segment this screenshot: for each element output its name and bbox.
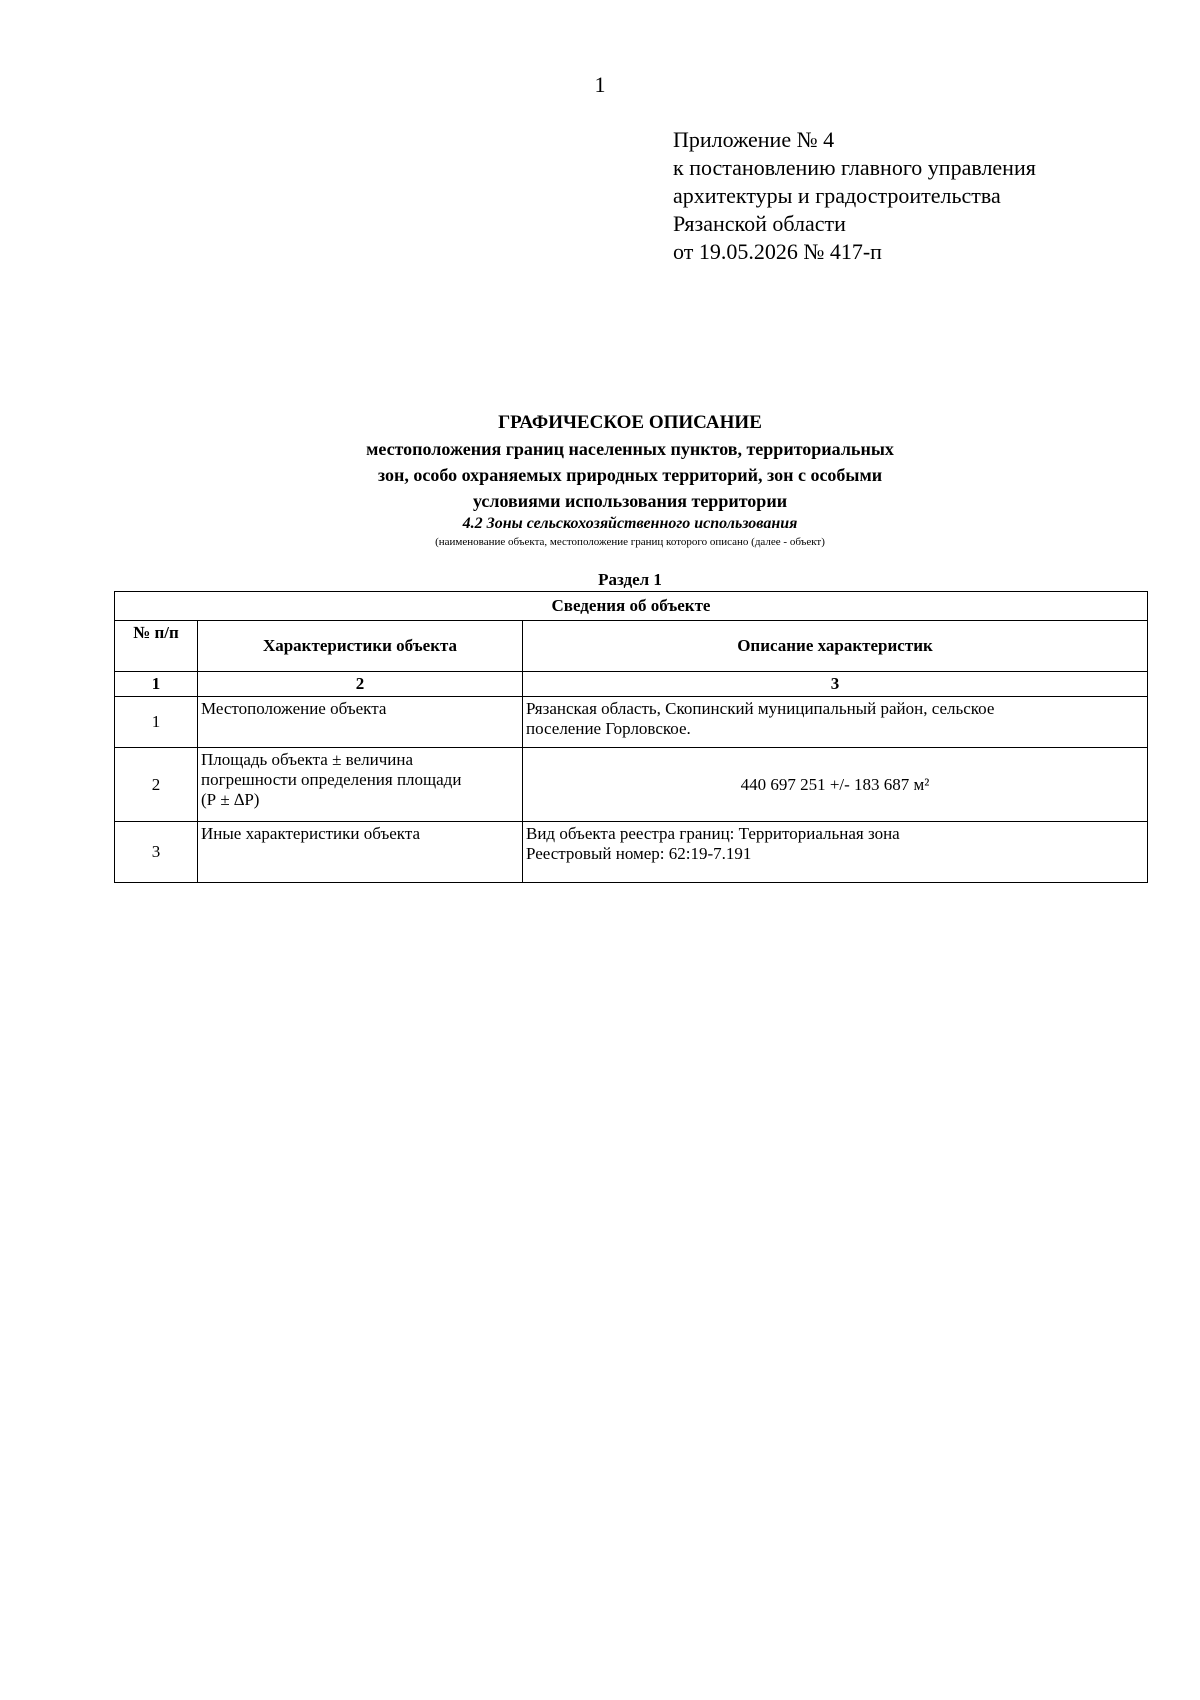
section-label: Раздел 1 [598,570,662,589]
annex-block [673,126,1036,266]
column-index: 2 [198,672,523,697]
table-row [115,748,1148,822]
row-description [523,697,1148,748]
description-text: 440 697 251 +/- 183 687 м² [740,774,930,794]
characteristic-text: Иные характеристики объекта [201,824,421,843]
characteristic-text: (Р ± ∆Р) [201,790,260,809]
document-subtitle-line: условиями использования территории [472,491,788,511]
row-number: 3 [115,822,198,883]
characteristic-text: Площадь объекта ± величина [201,750,414,769]
object-info-table [114,591,1148,883]
annex-line: от 19.05.2026 № 417-п [673,239,882,264]
description-text: Реестровый номер: 62:19-7.191 [526,844,752,863]
description-text: Вид объекта реестра границ: Территориальная зона [526,824,900,843]
row-characteristic [198,822,523,883]
object-name: 4.2 Зоны сельскохозяйственного использования [462,515,798,532]
annex-line: к постановлению главного управления [673,155,1036,180]
column-index: 1 [115,672,198,697]
document-subtitle-line: зон, особо охраняемых природных территорий, зон с особыми [377,465,883,485]
annex-line: архитектуры и градостроительства [673,183,1001,208]
description-text: поселение Горловское. [526,719,691,738]
document-subtitle-line: местоположения границ населенных пунктов, территориальных [366,439,894,459]
column-index: 3 [523,672,1148,697]
document-title: ГРАФИЧЕСКОЕ ОПИСАНИЕ [498,412,762,433]
document-heading [0,410,1200,550]
row-number: 2 [115,748,198,822]
object-name-note: (наименование объекта, местоположение границ которого описано (далее - объект) [435,536,825,548]
table-row [115,822,1148,883]
column-header-number: № п/п [115,621,198,672]
characteristic-text: Местоположение объекта [201,699,387,718]
row-characteristic [198,697,523,748]
table-row [115,697,1148,748]
page-number: 1 [594,72,606,97]
row-characteristic [198,748,523,822]
column-header-description: Описание характеристик [523,621,1148,672]
characteristic-text: погрешности определения площади [201,770,462,789]
column-header-characteristic: Характеристики объекта [198,621,523,672]
description-text: Рязанская область, Скопинский муниципальный район, сельское [526,699,995,718]
row-description [523,748,1148,822]
table-caption: Сведения об объекте [115,592,1148,621]
row-description [523,822,1148,883]
annex-line: Приложение № 4 [673,127,835,152]
row-number: 1 [115,697,198,748]
annex-line: Рязанской области [673,211,846,236]
